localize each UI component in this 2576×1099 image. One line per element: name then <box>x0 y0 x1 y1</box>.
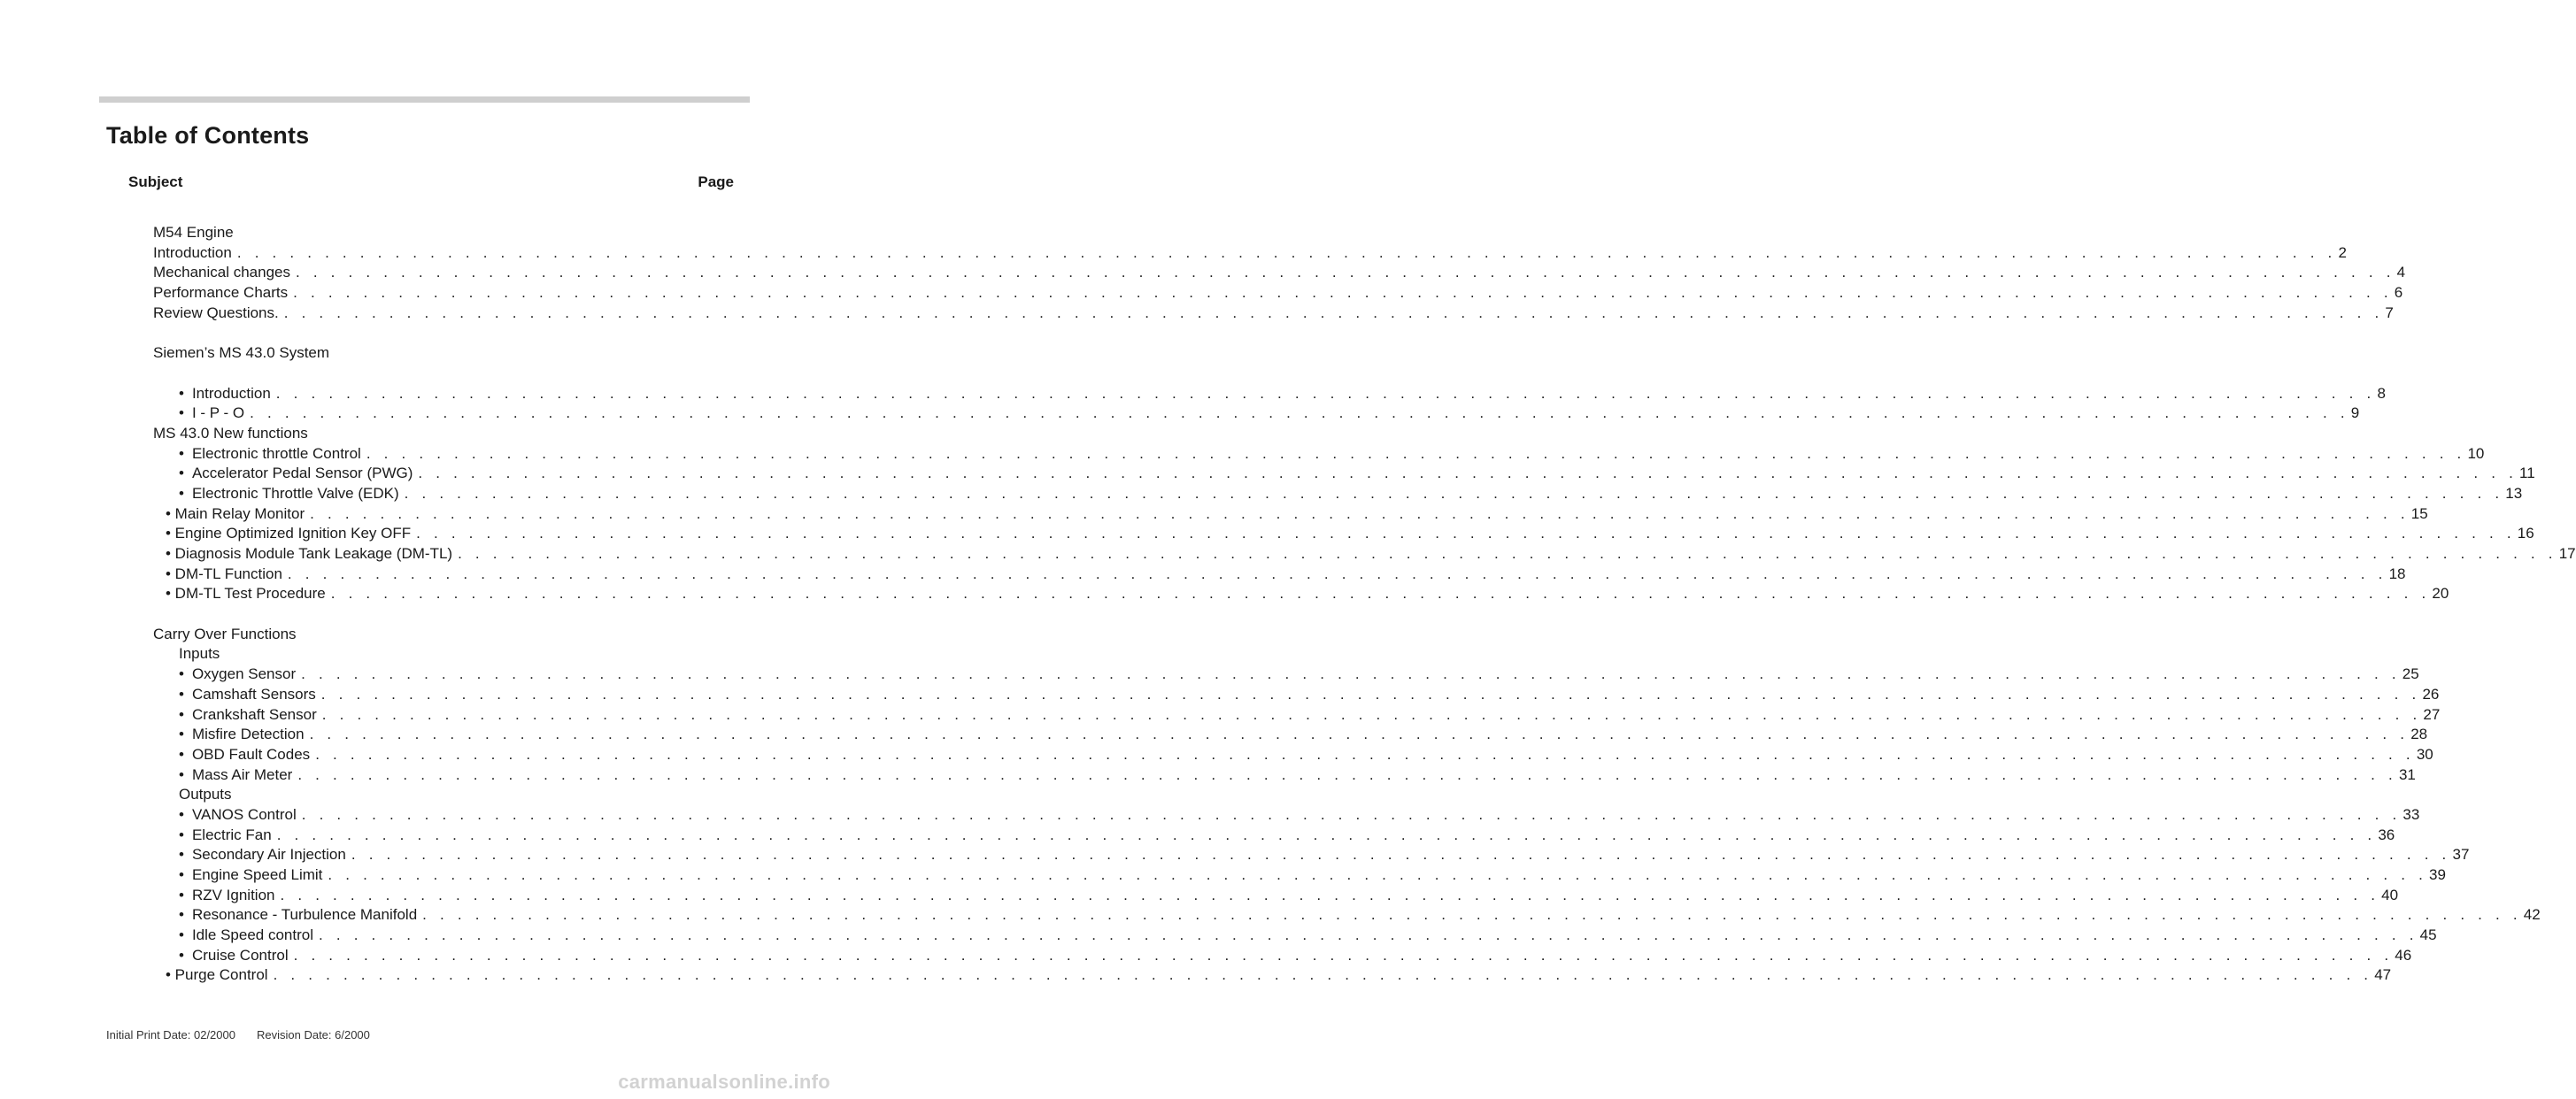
toc-entry-title <box>179 926 313 946</box>
toc-entry-page: 20 <box>2432 585 2449 603</box>
toc-entry <box>153 504 2428 525</box>
dot-leader: . . . . . . . . . . . . . . . . . . . . . . . . . . . . . . . . . . . . . . . . . . . . . . . . . . . . . . . . . . . . . . . . . . . . . . . . . . . . . . . . . . . . . . . . . . . . . . . . . . . . . . . . . . . . . . . . . . . . . . . . <box>309 726 2410 743</box>
toc-entry-text: Crankshaft Sensor <box>191 705 317 723</box>
toc-entry-text: Introduction <box>191 384 271 402</box>
dot-leader: . . . . . . . . . . . . . . . . . . . . . . . . . . . . . . . . . . . . . . . . . . . . . . . . . . . . . . . . . . . . . . . . . . . . . . . . . . . . . . . . . . . . . . . . . . . . . . . . . . . . . . . . . . . . . . . . . . . . . . . . <box>310 504 2410 522</box>
toc-entry-page: 39 <box>2429 866 2446 883</box>
toc-entry-title <box>179 484 399 504</box>
toc-entry-title <box>153 223 234 243</box>
toc-entry-page: 4 <box>2396 264 2406 281</box>
dot-leader: . . . . . . . . . . . . . . . . . . . . . . . . . . . . . . . . . . . . . . . . . . . . . . . . . . . . . . . . . . . . . . . . . . . . . . . . . . . . . . . . . . . . . . . . . . . . . . . . . . . . . . . . . . . . . . . . . . . . . . . . <box>330 585 2431 603</box>
toc-entry <box>153 625 736 645</box>
toc-entry <box>153 544 2576 565</box>
toc-entry-title <box>166 524 411 544</box>
toc-entry-text: Mass Air Meter <box>191 765 293 783</box>
toc-entry <box>153 644 736 665</box>
toc-entry-text: • Purge Control <box>166 966 268 984</box>
page-column-header: Page <box>698 173 734 190</box>
toc-entry-title <box>153 343 329 364</box>
toc-entry-title <box>179 745 310 765</box>
toc-entry-page: 13 <box>2505 484 2523 502</box>
toc-entry-page: 40 <box>2381 886 2399 903</box>
dot-leader: . . . . . . . . . . . . . . . . . . . . . . . . . . . . . . . . . . . . . . . . . . . . . . . . . . . . . . . . . . . . . . . . . . . . . . . . . . . . . . . . . . . . . . . . . . . . . . . . . . . . . . . . . . . . . . . . . . . . . . . . <box>351 846 2451 864</box>
toc-entry <box>153 905 2541 926</box>
toc-entry-page: 18 <box>2388 565 2406 582</box>
toc-entry <box>153 444 2485 465</box>
bullet-icon: • <box>179 886 184 903</box>
toc-entry-title <box>179 464 413 484</box>
toc-entry <box>153 926 2437 946</box>
toc-entry <box>153 845 2470 865</box>
toc-entry-title <box>166 504 305 525</box>
toc-entry-title <box>179 865 322 886</box>
toc-entry-text: Misfire Detection <box>191 726 305 743</box>
toc-entry-title <box>166 965 268 986</box>
toc-entry-page: 31 <box>2398 765 2416 783</box>
toc-entry-title <box>153 243 232 264</box>
toc-entry-title <box>179 685 316 705</box>
toc-entry-text: M54 Engine <box>153 224 234 241</box>
dot-leader: . . . . . . . . . . . . . . . . . . . . . . . . . . . . . . . . . . . . . . . . . . . . . . . . . . . . . . . . . . . . . . . . . . . . . . . . . . . . . . . . . . . . . . . . . . . . . . . . . . . . . . . . . . . . . . . . . . . . . . . . <box>301 665 2401 683</box>
toc-entry-page: 16 <box>2517 525 2534 542</box>
toc-entry <box>153 745 2433 765</box>
dot-leader: . . . . . . . . . . . . . . . . . . . . . . . . . . . . . . . . . . . . . . . . . . . . . . . . . . . . . . . . . . . . . . . . . . . . . . . . . . . . . . . . . . . . . . . . . . . . . . . . . . . . . . . . . . . . . . . . . . . . . . . . <box>404 484 2504 502</box>
dot-leader: . . . . . . . . . . . . . . . . . . . . . . . . . . . . . . . . . . . . . . . . . . . . . . . . . . . . . . . . . . . . . . . . . . . . . . . . . . . . . . . . . . . . . . . . . . . . . . . . . . . . . . . . . . . . . . . . . . . . . . . . <box>422 906 2522 924</box>
toc-entry <box>153 725 2428 745</box>
toc-entry-text: Siemen’s MS 43.0 System <box>153 344 330 362</box>
toc-entry <box>153 484 2523 504</box>
toc-entry-page: 27 <box>2423 705 2441 723</box>
toc-entry-text: VANOS Control <box>191 805 297 823</box>
toc-entry-title <box>153 625 297 645</box>
toc-entry <box>153 403 2360 424</box>
toc-entry-title <box>153 263 290 283</box>
toc-entry-text: Inputs <box>179 645 220 663</box>
bullet-icon: • <box>179 465 184 482</box>
toc-entry-title <box>179 845 346 865</box>
footer <box>106 1028 370 1041</box>
dot-leader: . . . . . . . . . . . . . . . . . . . . . . . . . . . . . . . . . . . . . . . . . . . . . . . . . . . . . . . . . . . . . . . . . . . . . . . . . . . . . . . . . . . . . . . . . . . . . . . . . . . . . . . . . . . . . . . . . . . . . . . . <box>366 444 2466 462</box>
toc-entry <box>153 665 2419 685</box>
bullet-icon: • <box>179 665 184 683</box>
toc-entry-text: Carry Over Functions <box>153 625 297 642</box>
bullet-icon: • <box>179 826 184 843</box>
toc-entry-text: Cruise Control <box>191 946 289 964</box>
bullet-icon: • <box>179 946 184 964</box>
toc-entry-page: 7 <box>2385 304 2394 321</box>
toc-entry-text: • Engine Optimized Ignition Key OFF <box>166 525 412 542</box>
toc-entry-title <box>179 705 317 726</box>
toc-entry-title <box>179 384 271 404</box>
bullet-icon: • <box>179 404 184 422</box>
toc-entry-text: • Diagnosis Module Tank Leakage (DM-TL) <box>166 545 453 562</box>
bullet-icon: • <box>179 745 184 763</box>
toc-entry-text: Engine Speed Limit <box>191 866 323 883</box>
dot-leader: . . . . . . . . . . . . . . . . . . . . . . . . . . . . . . . . . . . . . . . . . . . . . . . . . . . . . . . . . . . . . . . . . . . . . . . . . . . . . . . . . . . . . . . . . . . . . . . . . . . . . . . . . . . . . . . . . . . . . . . . <box>250 404 2349 422</box>
toc-entry-text: Idle Speed control <box>191 926 313 944</box>
toc-entry-page: 10 <box>2467 444 2485 462</box>
toc-entry-text: Mechanical changes <box>153 264 290 281</box>
dot-leader: . . . . . . . . . . . . . . . . . . . . . . . . . . . . . . . . . . . . . . . . . . . . . . . . . . . . . . . . . . . . . . . . . . . . . . . . . . . . . . . . . . . . . . . . . . . . . . . . . . . . . . . . . . . . . . . . . . . . . . . . <box>320 685 2421 703</box>
toc-entry-title <box>179 403 244 424</box>
toc-entry-title <box>179 765 292 786</box>
page-title: Table of Contents <box>106 122 310 149</box>
toc-entry <box>153 826 2395 846</box>
dot-leader: . . . . . . . . . . . . . . . . . . . . . . . . . . . . . . . . . . . . . . . . . . . . . . . . . . . . . . . . . . . . . . . . . . . . . . . . . . . . . . . . . . . . . . . . . . . . . . . . . . . . . . . . . . . . . . . . . . . . . . . . <box>273 966 2373 984</box>
toc-entry <box>153 283 2403 304</box>
toc-entry-page: 33 <box>2402 805 2420 823</box>
toc-entry-text: I - P - O <box>191 404 245 422</box>
toc-entry-title <box>153 304 279 324</box>
toc-entry <box>153 565 2406 585</box>
toc-entry-text: Introduction <box>153 243 232 261</box>
dot-leader: . . . . . . . . . . . . . . . . . . . . . . . . . . . . . . . . . . . . . . . . . . . . . . . . . . . . . . . . . . . . . . . . . . . . . . . . . . . . . . . . . . . . . . . . . . . . . . . . . . . . . . . . . . . . . . . . . . . . . . . . <box>315 745 2415 763</box>
toc-entry-text: Electronic Throttle Valve (EDK) <box>191 484 399 502</box>
dot-leader: . . . . . . . . . . . . . . . . . . . . . . . . . . . . . . . . . . . . . . . . . . . . . . . . . . . . . . . . . . . . . . . . . . . . . . . . . . . . . . . . . . . . . . . . . . . . . . . . . . . . . . . . . . . . . . . . . . . . . . . . <box>287 565 2387 582</box>
dot-leader: . . . . . . . . . . . . . . . . . . . . . . . . . . . . . . . . . . . . . . . . . . . . . . . . . . . . . . . . . . . . . . . . . . . . . . . . . . . . . . . . . . . . . . . . . . . . . . . . . . . . . . . . . . . . . . . . . . . . . . . . <box>293 946 2394 964</box>
toc-entry-text: Performance Charts <box>153 284 289 302</box>
toc-entry <box>153 685 2440 705</box>
header-rule <box>99 96 750 103</box>
toc-entry-page: 15 <box>2410 504 2428 522</box>
dot-leader: . . . . . . . . . . . . . . . . . . . . . . . . . . . . . . . . . . . . . . . . . . . . . . . . . . . . . . . . . . . . . . . . . . . . . . . . . . . . . . . . . . . . . . . . . . . . . . . . . . . . . . . . . . . . . . . . . . . . . . . . <box>280 886 2380 903</box>
toc-entry-text: RZV Ignition <box>191 886 275 903</box>
toc-entry <box>153 524 2534 544</box>
watermark: carmanualsonline.info <box>618 1071 830 1093</box>
dot-leader: . . . . . . . . . . . . . . . . . . . . . . . . . . . . . . . . . . . . . . . . . . . . . . . . . . . . . . . . . . . . . . . . . . . . . . . . . . . . . . . . . . . . . . . . . . . . . . . . . . . . . . . . . . . . . . . . . . . . . . . . <box>236 243 2337 261</box>
dot-leader: . . . . . . . . . . . . . . . . . . . . . . . . . . . . . . . . . . . . . . . . . . . . . . . . . . . . . . . . . . . . . . . . . . . . . . . . . . . . . . . . . . . . . . . . . . . . . . . . . . . . . . . . . . . . . . . . . . . . . . . . <box>275 384 2376 402</box>
dot-leader: . . . . . . . . . . . . . . . . . . . . . . . . . . . . . . . . . . . . . . . . . . . . . . . . . . . . . . . . . . . . . . . . . . . . . . . . . . . . . . . . . . . . . . . . . . . . . . . . . . . . . . . . . . . . . . . . . . . . . . . . <box>458 545 2557 562</box>
toc-entry-title <box>179 946 289 966</box>
dot-leader: . . . . . . . . . . . . . . . . . . . . . . . . . . . . . . . . . . . . . . . . . . . . . . . . . . . . . . . . . . . . . . . . . . . . . . . . . . . . . . . . . . . . . . . . . . . . . . . . . . . . . . . . . . . . . . . . . . . . . . . . <box>295 264 2395 281</box>
bullet-icon: • <box>179 846 184 864</box>
toc-entry <box>153 865 2446 886</box>
toc-entry-page: 17 <box>2558 545 2576 562</box>
bullet-icon: • <box>179 705 184 723</box>
toc-entry-page: 11 <box>2519 465 2535 482</box>
toc-entry <box>153 343 736 364</box>
toc-entry-text: • DM-TL Function <box>166 565 282 582</box>
dot-leader: . . . . . . . . . . . . . . . . . . . . . . . . . . . . . . . . . . . . . . . . . . . . . . . . . . . . . . . . . . . . . . . . . . . . . . . . . . . . . . . . . . . . . . . . . . . . . . . . . . . . . . . . . . . . . . . . . . . . . . . . <box>416 525 2516 542</box>
toc-entry-page: 28 <box>2410 726 2428 743</box>
bullet-icon: • <box>179 765 184 783</box>
dot-leader: . . . . . . . . . . . . . . . . . . . . . . . . . . . . . . . . . . . . . . . . . . . . . . . . . . . . . . . . . . . . . . . . . . . . . . . . . . . . . . . . . . . . . . . . . . . . . . . . . . . . . . . . . . . . . . . . . . . . . . . . <box>297 765 2397 783</box>
toc-entry <box>153 946 2412 966</box>
bullet-icon: • <box>179 484 184 502</box>
toc-entry <box>153 464 2535 484</box>
toc-entry-title <box>166 565 282 585</box>
dot-leader: . . . . . . . . . . . . . . . . . . . . . . . . . . . . . . . . . . . . . . . . . . . . . . . . . . . . . . . . . . . . . . . . . . . . . . . . . . . . . . . . . . . . . . . . . . . . . . . . . . . . . . . . . . . . . . . . . . . . . . . . <box>321 705 2422 723</box>
toc-entry-text: • Main Relay Monitor <box>166 504 305 522</box>
bullet-icon: • <box>179 866 184 883</box>
toc-entry-text: MS 43.0 New functions <box>153 424 308 442</box>
toc-entry <box>153 424 736 444</box>
toc-entry-page: 46 <box>2395 946 2412 964</box>
toc-entry-title <box>166 544 452 565</box>
toc-entry-title <box>179 905 417 926</box>
toc-entry-title <box>179 805 297 826</box>
toc-entry-text: Oxygen Sensor <box>191 665 297 683</box>
dot-leader: . . . . . . . . . . . . . . . . . . . . . . . . . . . . . . . . . . . . . . . . . . . . . . . . . . . . . . . . . . . . . . . . . . . . . . . . . . . . . . . . . . . . . . . . . . . . . . . . . . . . . . . . . . . . . . . . . . . . . . . . <box>283 304 2384 321</box>
toc-entry-text: OBD Fault Codes <box>191 745 311 763</box>
toc-entry <box>153 384 2386 404</box>
toc-entry <box>153 965 2392 986</box>
toc-entry-page: 9 <box>2350 404 2360 422</box>
toc-entry-title <box>179 886 275 906</box>
toc-entry <box>153 263 2406 283</box>
bullet-icon: • <box>179 444 184 462</box>
toc-entry-page: 42 <box>2523 906 2541 924</box>
toc-entry-page: 47 <box>2374 966 2392 984</box>
toc-entry-text: Accelerator Pedal Sensor (PWG) <box>191 465 413 482</box>
dot-leader: . . . . . . . . . . . . . . . . . . . . . . . . . . . . . . . . . . . . . . . . . . . . . . . . . . . . . . . . . . . . . . . . . . . . . . . . . . . . . . . . . . . . . . . . . . . . . . . . . . . . . . . . . . . . . . . . . . . . . . . . <box>319 926 2418 944</box>
dot-leader: . . . . . . . . . . . . . . . . . . . . . . . . . . . . . . . . . . . . . . . . . . . . . . . . . . . . . . . . . . . . . . . . . . . . . . . . . . . . . . . . . . . . . . . . . . . . . . . . . . . . . . . . . . . . . . . . . . . . . . . . <box>418 465 2518 482</box>
toc-entry-page: 25 <box>2402 665 2419 683</box>
dot-leader: . . . . . . . . . . . . . . . . . . . . . . . . . . . . . . . . . . . . . . . . . . . . . . . . . . . . . . . . . . . . . . . . . . . . . . . . . . . . . . . . . . . . . . . . . . . . . . . . . . . . . . . . . . . . . . . . . . . . . . . . <box>276 826 2377 843</box>
dot-leader: . . . . . . . . . . . . . . . . . . . . . . . . . . . . . . . . . . . . . . . . . . . . . . . . . . . . . . . . . . . . . . . . . . . . . . . . . . . . . . . . . . . . . . . . . . . . . . . . . . . . . . . . . . . . . . . . . . . . . . . . <box>293 284 2393 302</box>
toc-entry-text: Resonance - Turbulence Manifold <box>191 906 418 924</box>
toc-entry-page: 6 <box>2394 284 2403 302</box>
toc-entry-title <box>179 785 232 805</box>
bullet-icon: • <box>179 726 184 743</box>
toc-entry <box>153 705 2441 726</box>
toc-entry-title <box>179 826 272 846</box>
toc-list <box>153 223 2576 986</box>
toc-entry-page: 36 <box>2378 826 2395 843</box>
toc-entry-text: Outputs <box>179 786 232 803</box>
bullet-icon: • <box>179 926 184 944</box>
toc-entry-page: 45 <box>2419 926 2437 944</box>
dot-leader: . . . . . . . . . . . . . . . . . . . . . . . . . . . . . . . . . . . . . . . . . . . . . . . . . . . . . . . . . . . . . . . . . . . . . . . . . . . . . . . . . . . . . . . . . . . . . . . . . . . . . . . . . . . . . . . . . . . . . . . . <box>301 805 2402 823</box>
toc-entry-page: 8 <box>2377 384 2386 402</box>
toc-entry-page: 30 <box>2416 745 2433 763</box>
toc-entry-text: Electric Fan <box>191 826 272 843</box>
revision-date: Revision Date: 6/2000 <box>256 1028 370 1041</box>
toc-entry <box>153 785 736 805</box>
toc-entry-page: 2 <box>2338 243 2347 261</box>
toc-entry-text: Camshaft Sensors <box>191 685 316 703</box>
bullet-icon: • <box>179 685 184 703</box>
toc-entry-title <box>179 444 361 465</box>
bullet-icon: • <box>179 906 184 924</box>
toc-entry-title <box>179 644 220 665</box>
toc-entry-page: 26 <box>2422 685 2440 703</box>
bullet-icon: • <box>179 805 184 823</box>
bullet-icon: • <box>179 384 184 402</box>
toc-entry <box>153 886 2399 906</box>
toc-entry <box>153 805 2420 826</box>
toc-entry <box>153 223 736 243</box>
toc-entry-title <box>179 665 296 685</box>
toc-entry-title <box>153 424 308 444</box>
toc-entry <box>153 243 2347 264</box>
toc-entry-text: • DM-TL Test Procedure <box>166 585 326 603</box>
toc-entry-title <box>153 283 288 304</box>
toc-entry <box>153 765 2416 786</box>
toc-entry <box>153 304 2394 324</box>
toc-entry-title <box>179 725 305 745</box>
print-date: Initial Print Date: 02/2000 <box>106 1028 235 1041</box>
toc-entry <box>153 584 2449 604</box>
subject-column-header: Subject <box>128 173 183 190</box>
toc-entry-title <box>166 584 326 604</box>
toc-entry-text: Review Questions. <box>153 304 279 321</box>
toc-entry-text: Electronic throttle Control <box>191 444 361 462</box>
toc-entry-page: 37 <box>2452 846 2470 864</box>
toc-entry-text: Secondary Air Injection <box>191 846 346 864</box>
dot-leader: . . . . . . . . . . . . . . . . . . . . . . . . . . . . . . . . . . . . . . . . . . . . . . . . . . . . . . . . . . . . . . . . . . . . . . . . . . . . . . . . . . . . . . . . . . . . . . . . . . . . . . . . . . . . . . . . . . . . . . . . <box>328 866 2428 883</box>
